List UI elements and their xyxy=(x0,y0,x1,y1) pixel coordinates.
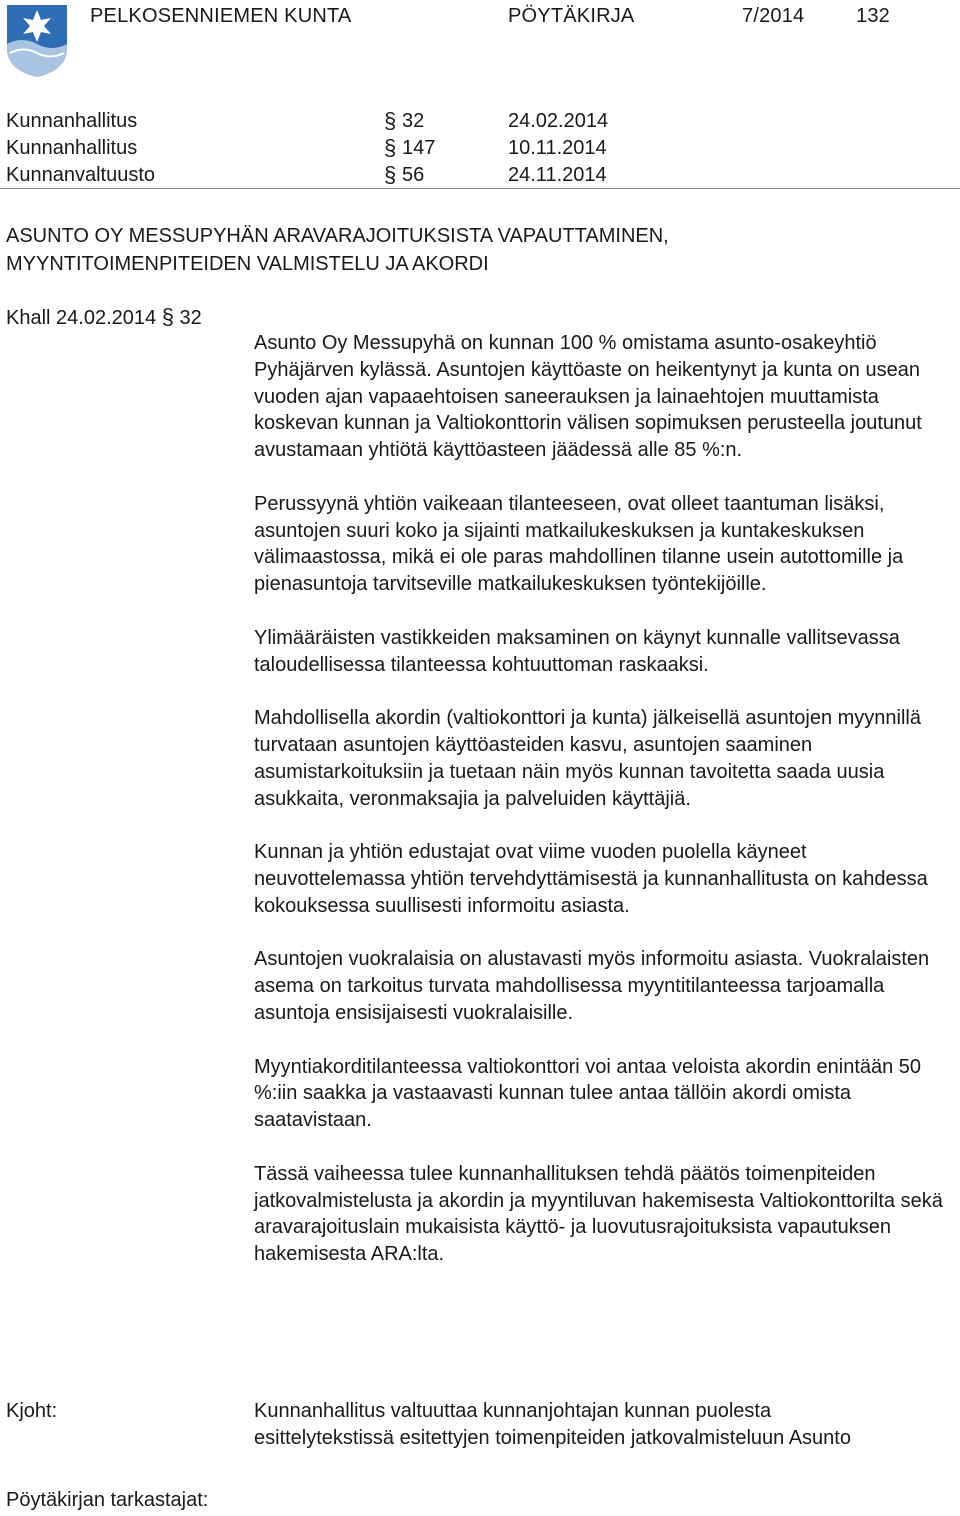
khall-label: Khall 24.02.2014 xyxy=(6,307,157,329)
meeting-date: 24.02.2014 xyxy=(508,110,609,132)
meeting-date: 24.11.2014 xyxy=(508,164,607,186)
header-municipality: PELKOSENNIEMEN KUNTA xyxy=(90,5,352,27)
body-text xyxy=(254,330,954,1295)
coat-of-arms-logo xyxy=(6,4,68,78)
section-sign: § xyxy=(384,162,397,187)
paragraph: Ylimääräisten vastikkeiden maksaminen on käynyt kunnalle vallitsevassa taloudellisessa tilanteessa kohtuuttoman raskaaksi. xyxy=(254,626,900,676)
paragraph: Kunnan ja yhtiön edustajat ovat viime vuoden puolella käyneet neuvottelemassa yhtiön tervehdyttämisestä ja kunnanhallitusta on kahdessa kokouksessa suullisesti informoitu asiasta. xyxy=(254,841,928,917)
header-page-number: 132 xyxy=(856,5,890,27)
section-sign: § xyxy=(161,304,174,329)
paragraph: Mahdollisella akordin (valtiokonttori ja kunta) jälkeisellä asuntojen myynnillä turvataan asuntojen käyttöasteiden kasvu, asuntojen saaminen asumistarkoituksiin ja tuetaan näin myös kunnan tavoitetta saada uusia asukkaita, veronmaksajia ja palveluiden käyttäjiä. xyxy=(254,707,922,810)
paragraph: Perussyynä yhtiön vaikeaan tilanteeseen, ovat olleet taantuman lisäksi, asuntojen suuri koko ja sijainti matkailukeskuksen ja kuntakeskuksen välimaastossa, mikä ei ole paras mahdollinen tilanne usein autottomille ja pienasuntoja tarvitseville matkailukeskuksen työntekijöille. xyxy=(254,492,904,596)
header-doc-type: PÖYTÄKIRJA xyxy=(508,5,635,27)
meeting-body: Kunnanhallitus xyxy=(6,137,138,159)
section-sign: § xyxy=(384,108,397,133)
meeting-section-number: 147 xyxy=(402,137,436,159)
section-sign: § xyxy=(384,135,397,160)
paragraph: Myyntiakorditilanteessa valtiokonttori voi antaa veloista akordin enintään 50 %:iin saakka ja vastaavasti kunnan tulee antaa tällöin akordi omista saatavistaan. xyxy=(254,1055,922,1132)
page-title xyxy=(6,222,669,278)
paragraph: Asuntojen vuokralaisia on alustavasti myös informoitu asiasta. Vuokralaisten asema on tarkoitus turvata mahdollisessa myyntitilanteessa tarjoamalla asuntoja ensisijaisesti vuokralaisille. xyxy=(254,948,930,1024)
meeting-body: Kunnanhallitus xyxy=(6,110,138,132)
kjoht-label: Kjoht: xyxy=(6,1400,58,1422)
title-line-1: ASUNTO OY MESSUPYHÄN ARAVARAJOITUKSISTA VAPAUTTAMINEN, xyxy=(6,225,669,247)
title-line-2: MYYNTITOIMENPITEIDEN VALMISTELU JA AKORDI xyxy=(6,253,489,275)
header-issue: 7/2014 xyxy=(742,5,805,27)
meeting-section-number: 56 xyxy=(402,164,425,186)
meeting-date: 10.11.2014 xyxy=(508,137,607,159)
footer-reviewers-label: Pöytäkirjan tarkastajat: xyxy=(6,1489,209,1511)
kjoht-line-1: Kunnanhallitus valtuuttaa kunnanjohtajan kunnan puolesta xyxy=(254,1400,772,1422)
paragraph: Tässä vaiheessa tulee kunnanhallituksen tehdä päätös toimenpiteiden jatkovalmistelusta ja akordin ja myyntiluvan hakemisesta Valtiokonttorilta sekä aravarajoituslain mukaisista käyttö- ja luovutusrajoituksista vapautuksen hakemisesta ARA:lta. xyxy=(254,1162,943,1266)
khall-reference xyxy=(6,304,202,330)
divider-line xyxy=(0,188,960,189)
paragraph: Asunto Oy Messupyhä on kunnan 100 % omistama asunto-osakeyhtiö Pyhäjärven kylässä. Asuntojen käyttöaste on heikentynyt ja kunta on usean vuoden ajan vapaaehtoisen saneerauksen ja lainaehtojen muuttamista koskevan kunnan ja Valtiokonttorin välisen sopimuksen perusteella joutunut avustamaan yhtiötä käyttöasteen jäädessä alle 85 %:n. xyxy=(254,332,922,462)
khall-section-number: 32 xyxy=(179,307,202,329)
meeting-body: Kunnanvaltuusto xyxy=(6,164,156,186)
kjoht-line-2: esittelytekstissä esitettyjen toimenpiteiden jatkovalmisteluun Asunto xyxy=(254,1427,851,1449)
meeting-section-number: 32 xyxy=(402,110,425,132)
